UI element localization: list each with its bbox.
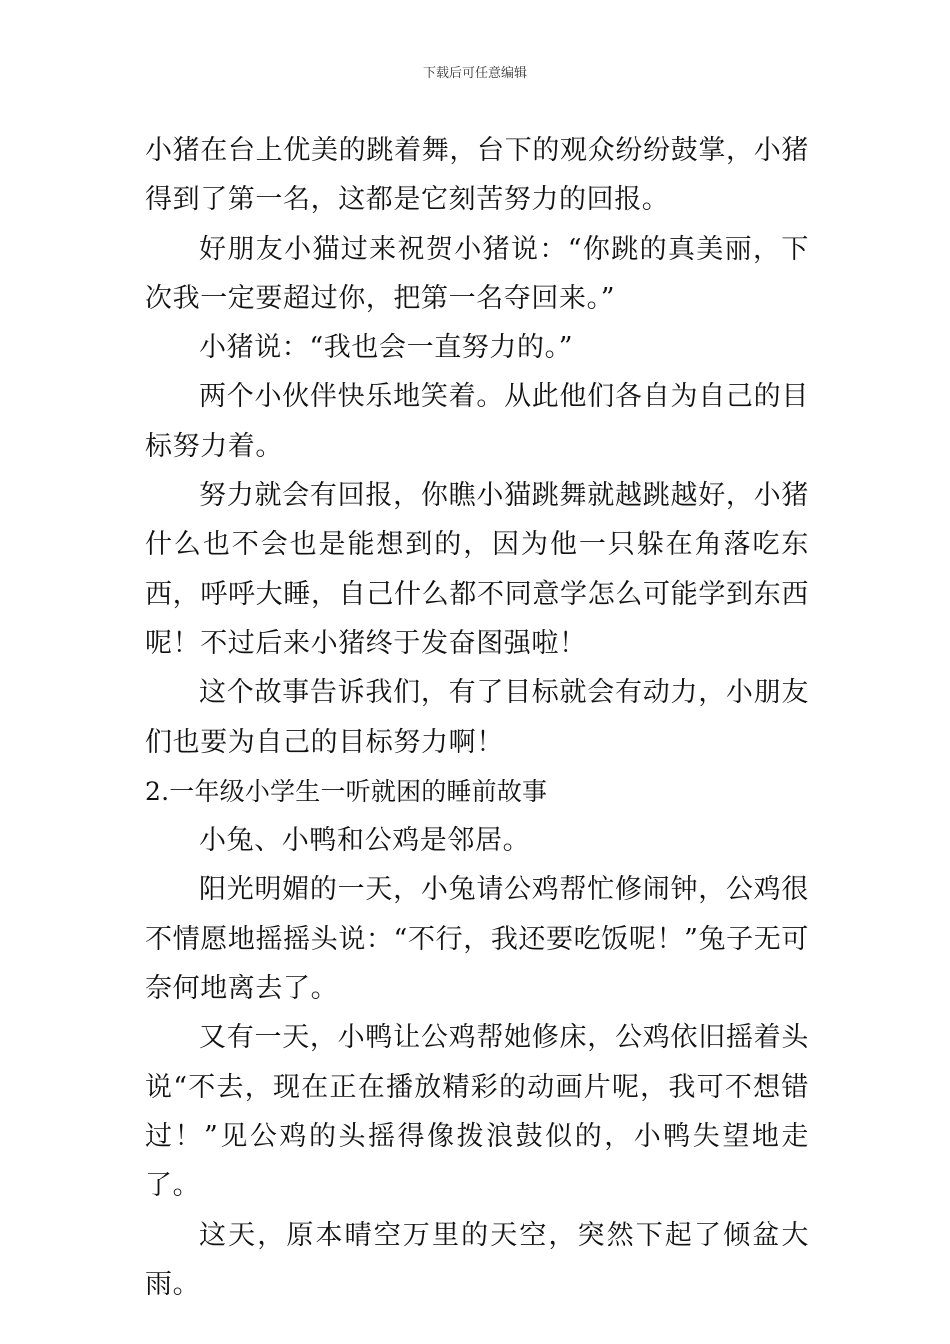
page-header: 下载后可任意编辑 <box>422 66 527 81</box>
paragraph-5: 努力就会有回报，你瞧小猫跳舞就越跳越好，小猪什么也不会也是能想到的，因为他一只躲在角落吃东西，呼呼大睡，自己什么都不同意学怎么可能学到东西呢！不过后来小猪终于发奋图强啦！ <box>145 480 809 659</box>
section-heading: 2.一年级小学生一听就困的睡前故事 <box>145 776 548 806</box>
paragraph-7: 小兔、小鸭和公鸡是邻居。 <box>199 825 531 857</box>
document-body <box>145 126 809 1309</box>
paragraph-8: 阳光明媚的一天，小兔请公鸡帮忙修闹钟，公鸡很不情愿地摇摇头说：“不行，我还要吃饭呢！”兔子无可奈何地离去了。 <box>145 874 809 1005</box>
paragraph-3: 小猪说：“我也会一直努力的。” <box>199 332 574 364</box>
paragraph-6: 这个故事告诉我们，有了目标就会有动力，小朋友们也要为自己的目标努力啊！ <box>145 677 809 758</box>
paragraph-1: 小猪在台上优美的跳着舞，台下的观众纷纷鼓掌，小猪得到了第一名，这都是它刻苦努力的回报。 <box>145 135 809 216</box>
paragraph-2: 好朋友小猫过来祝贺小猪说：“你跳的真美丽，下次我一定要超过你，把第一名夺回来。” <box>145 233 809 314</box>
paragraph-10: 这天，原本晴空万里的天空，突然下起了倾盆大雨。 <box>145 1219 809 1300</box>
paragraph-9: 又有一天，小鸭让公鸡帮她修床，公鸡依旧摇着头说“不去，现在正在播放精彩的动画片呢，我可不想错过！”见公鸡的头摇得像拨浪鼓似的，小鸭失望地走了。 <box>145 1022 809 1202</box>
paragraph-4: 两个小伙伴快乐地笑着。从此他们各自为自己的目标努力着。 <box>145 381 809 462</box>
